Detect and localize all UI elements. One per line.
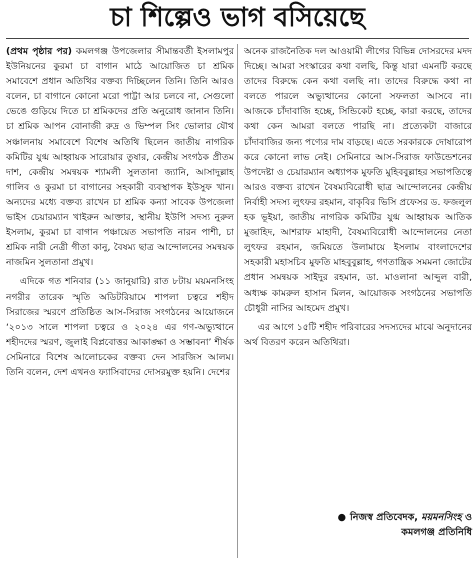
left-paragraph-2: এদিকে গত শনিবার (১১ জানুয়ারি) রাত ৮টায় ময়মনসিংহ নগরীর তারেক স্মৃতি অডিটরিয়ামে শাপলা চত্বরে শহীদ সিরাজের স্মরণে প্রতিষ্ঠিত আস-সিরাজ সংগঠনের আয়োজনে ‘২০১৩ সালে শাপলা চত্বরে ও ২০২৪ এর গণ-অভ্যুত্থানে শহীদদের স্মরণ, জুলাই বিপ্লবোত্তর আকাঙ্ক্ষা ও সম্ভাবনা’ শীর্ষক সেমিনারে বিশেষ আলোচকের বক্তব্য দেন সারজিস আলম। তিনি বলেন, দেশ এখনও ফ্যাসিবাদের দোসরমুক্ত হয়নি। দেশের <box>6 276 234 378</box>
bullet-icon: ● <box>337 512 347 523</box>
right-column <box>244 44 472 560</box>
byline <box>244 510 472 540</box>
left-paragraph-1-text: কমলগঞ্জ উপজেলার সীমান্তবর্তী ইসলামপুর ইউনিয়নের কুরমা চা বাগান মাঠে আয়োজিত চা শ্রমিক সমাবেশে প্রধান অতিথির বক্তব্য দিচ্ছিলেন তিনি। তিনি আরও বলেন, চা বাগানে কোনো মরো পাট্টা আর চলবে না, সেগুলো ভেঙে গুড়িয়ে দিতে চা শ্রমিকদের প্রতি অনুরোধ জানান তিনি। চা শ্রমিক আপন বোনাজী রুদ্র ও ভিম্পল সিং ভোলার যৌথ সঞ্চালনায় সমাবেশে বিশেষ অতিথি ছিলেন জাতীয় নাগরিক কমিটির যুগ্ম আহ্বায়ক সারোয়ার তুষার, কেন্দ্রীয় সংগঠক প্রীতম দাশ, কেন্দ্রীয় সমন্বয়ক শ্যামলী সুলতানা জ্যানি, আসাদুল্লাহ গালিব ও কুরমা চা বাগানের সহকারী ব্যবস্থাপক ইউসুফ খান। অন্যদের মধ্যে বক্তব্য রাখেন চা শ্রমিক কন্যা সাবেক উপজেলা ভাইস চেয়ারম্যান খাইরুন আক্তার, স্থানীয় ইউপি সদস্য নুরুল ইসলাম, কুরমা চা বাগান পঞ্চায়েত সভাপতি নারন পাশী, চা শ্রমিক নারী নেত্রী গীতা কানু, বৈষম্য ছাত্র আন্দোলনের সমন্বয়ক নাজমিন সুলতানা প্রমুখ। <box>6 46 234 269</box>
left-column <box>6 44 234 560</box>
byline-line-2: কমলগঞ্জ প্রতিনিধি <box>401 527 472 538</box>
byline-prefix: নিজস্ব প্রতিবেদক, <box>350 512 418 523</box>
byline-connector: ও <box>464 512 472 523</box>
headline: চা শিল্পেও ভাগ বসিয়েছে <box>110 3 365 33</box>
headline-divider <box>6 38 469 39</box>
byline-place: ময়মনসিংহ <box>421 512 462 523</box>
continued-label: (প্রথম পৃষ্ঠার পর) <box>6 46 72 57</box>
left-paragraph-1 <box>6 44 234 270</box>
right-paragraph-1: অনেক রাজনৈতিক দল আওয়ামী লীগের বিভিন্ন দোসরদের মদদ দিচ্ছে। আমরা সংস্কারের কথা বলছি, কিন্তু যারা এমনটি করছে তাদের বিরুদ্ধে কেন কথা বলছি না। তাদের বিরুদ্ধে কথা না বলতে পারলে অভ্যুত্থানের কোনো সফলতা আসবে না। আজকে চাঁদাবাজি হচ্ছে, সিন্ডিকেট হচ্ছে, কারা করছে, তাদের কথা কেন আমরা বলতে পারছি না। প্রত্যেকটা বাজারে চাঁদাবাজির জন্য পণ্যের দাম বাড়ছে। এতে সরকারকে দোষারোপ করে কোনো লাভ নেই। সেমিনারে আস-সিরাজ ফাউন্ডেশনের উপদেষ্টা ও চেয়ারম্যান অধ্যাপক মুফতি মুহিববুল্লাহর সভাপতিত্বে আরও বক্তব্য রাখেন বৈষম্যবিরোধী ছাত্র আন্দোলনের কেন্দ্রীয় নির্বাহী সদস্য লুৎফর রহমান, বাকৃবির ভিসি প্রফেসর ড. ফজলুল হক ভূইয়া, জাতীয় নাগরিক কমিটির যুগ্ম আহ্বায়ক আতিক মুজাহিদ, আশরাফ মাহাদী, বৈষম্যবিরোধী আন্দোলনের নেতা লুৎফর রহমান, জমিয়তে উলামায়ে ইসলাম বাংলাদেশের সহকারী মহাসচিব মুফতি মাহবুবুল্লাহ, গণতান্ত্রিক সমমনা জোটের প্রধান সমন্বয়ক সাইদুর রহমান, ডা. মাওলানা আব্দুল বারী, অধ্যক্ষ কামরুল হাসান মিলন, আয়োজক সংগঠনের সভাপতি চৌধুরী নাসির আহমেদ প্রমুখ। <box>244 46 472 314</box>
byline-line-1 <box>244 510 472 525</box>
right-paragraph-2: এর আগে ১৫টি শহীদ পরিবারের সদস্যদের মাঝে অনুদানের অর্থ বিতরণ করেন অতিথিরা। <box>244 321 472 348</box>
column-divider <box>237 44 238 558</box>
